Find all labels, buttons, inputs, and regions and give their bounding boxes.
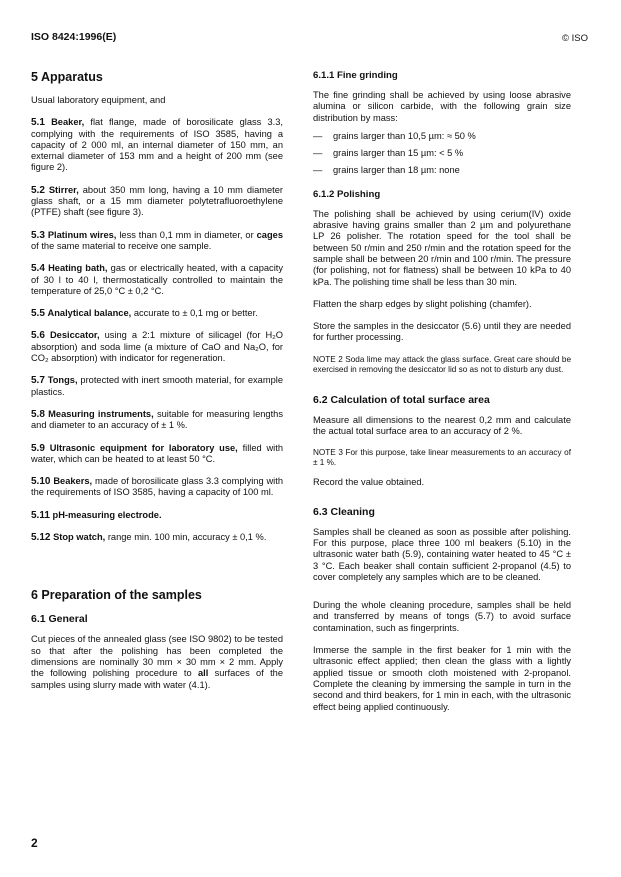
handling-text: During the whole cleaning procedure, samples shall be held and transferred by means of tongs (5.7) to avoid surface contamination, such as fingerprints. bbox=[313, 600, 571, 633]
item-5-10: 5.10 Beakers, made of borosilicate glass 3.3 complying with the requirements of ISO 3585, having a capacity of 100 ml. bbox=[31, 476, 283, 498]
section-6-3-title: 6.3 Cleaning bbox=[313, 505, 375, 518]
section-5-title: 5 Apparatus bbox=[31, 70, 103, 84]
right-column bbox=[313, 70, 571, 720]
page-number: 2 bbox=[31, 836, 38, 850]
section-6-1-text: Cut pieces of the annealed glass (see ISO 9802) to be tested so that after the polishing has been completed the dimensions are nominally 30 mm × 30 mm × 2 mm. Apply the following polishing procedure to all surfaces of the samples using slurry made with water (4.1). bbox=[31, 634, 284, 690]
immersion-text: Immerse the sample in the first beaker for 1 min with the ultrasonic effect applied; then clean the glass with a lightly applied tissue or smooth cloth moistened with 2-propanol. Complete the cleaning by immersing the sample in turn in the second and third beakers, for 1 min in each, with the ultrasonic effect being applied continuously. bbox=[313, 645, 571, 712]
section-6-title: 6 Preparation of the samples bbox=[31, 588, 202, 603]
polishing-text: The polishing shall be achieved by using cerium(IV) oxide abrasive having grains smaller than 2 µm and polyurethane LP 26 polisher. The rotation speed for the tool shall be between 50 r/min and 250 r/min and the rotation speed for the sample shall be between 20 r/min and 100 r/min. The pressure (for polishing, not for flatness) shall be between 10 kPa to 40 kPa. The polishing time shall be less than 30 min. bbox=[313, 208, 571, 287]
item-5-6: 5.6 Desiccator, using a 2:1 mixture of silicagel (for H₂O absorption) and soda lime (a mixture of CaO and Na₂O, for CO₂ absorption) with indicator for regeneration. bbox=[31, 330, 283, 364]
section-6-1-title: 6.1 General bbox=[31, 613, 88, 626]
item-5-9: 5.9 Ultrasonic equipment for laboratory use, filled with water, which can be heated to at least 50 °C. bbox=[31, 442, 283, 464]
item-5-11: 5.11 pH-measuring electrode. bbox=[31, 509, 162, 521]
chamfer-text: Flatten the sharp edges by slight polishing (chamfer). bbox=[313, 298, 532, 309]
section-6-2-title: 6.2 Calculation of total surface area bbox=[313, 393, 490, 406]
cleaning-text: Samples shall be cleaned as soon as possible after polishing. For this purpose, place three 100 ml beakers (5.10) in the ultrasonic water bath (5.9), containing water heated to 45 °C ± 3 °C. Each beaker shall contain sufficient 2-propanol (4.5) to cover completely any samples which are to be cleaned. bbox=[313, 526, 571, 582]
item-5-1: 5.1 Beaker, flat flange, made of borosilicate glass 3.3, complying with the requirements of ISO 3585, having a capacity of 2 000 ml, an internal diameter of 150 mm, an external diameter of 153 mm and a height of 200 mm (see figure 2). bbox=[31, 117, 283, 173]
item-5-7: 5.7 Tongs, protected with inert smooth material, for example plastics. bbox=[31, 375, 283, 397]
fine-grinding-text: The fine grinding shall be achieved by using loose abrasive alumina or silicon carbide, with the following grain size distribution by mass: bbox=[313, 90, 571, 123]
section-6-1-1-title: 6.1.1 Fine grinding bbox=[313, 70, 398, 81]
surface-area-text: Measure all dimensions to the nearest 0,2 mm and calculate the actual total surface area to an accuracy of 2 %. bbox=[313, 414, 571, 437]
item-5-12: 5.12 Stop watch, range min. 100 min, accuracy ± 0,1 %. bbox=[31, 532, 267, 544]
storage-text: Store the samples in the desiccator (5.6) until they are needed for further processing. bbox=[313, 321, 571, 343]
list-item: — grains larger than 10,5 µm: ≈ 50 % bbox=[313, 131, 571, 142]
record-value-text: Record the value obtained. bbox=[313, 477, 425, 488]
note-3: NOTE 3 For this purpose, take linear measurements to an accuracy of ± 1 %. bbox=[313, 448, 571, 468]
copyright-mark: © ISO bbox=[561, 33, 588, 44]
list-item: — grains larger than 15 µm: < 5 % bbox=[313, 148, 571, 159]
section-5-intro: Usual laboratory equipment, and bbox=[31, 95, 166, 105]
item-5-8: 5.8 Measuring instruments, suitable for measuring lengths and diameter to an accuracy of ± 1 %. bbox=[31, 408, 283, 431]
grain-size-list bbox=[313, 131, 571, 177]
section-6-1-2-title: 6.1.2 Polishing bbox=[313, 188, 381, 200]
item-5-2: 5.2 Stirrer, about 350 mm long, having a 10 mm diameter glass shaft, or a 15 mm diameter polytetrafluoroethylene (PTFE) shaft (see figure 3). bbox=[31, 184, 284, 218]
item-5-3: 5.3 Platinum wires, less than 0,1 mm in diameter, or cages of the same material to receive one sample. bbox=[31, 229, 283, 251]
item-5-4: 5.4 Heating bath, gas or electrically heated, with a capacity of 30 l to 40 l, thermostatically controlled to maintain the temperature of 25,0 °C ± 0,2 °C. bbox=[31, 263, 284, 296]
item-5-5: 5.5 Analytical balance, accurate to ± 0,1 mg or better. bbox=[31, 308, 258, 320]
document-header-standard: ISO 8424:1996(E) bbox=[31, 31, 117, 43]
note-2: NOTE 2 Soda lime may attack the glass surface. Great care should be exercised in removing the desiccator lid so as not to disturb any dust. bbox=[313, 354, 571, 374]
left-column bbox=[31, 70, 283, 698]
list-item: — grains larger than 18 µm: none bbox=[313, 165, 571, 176]
